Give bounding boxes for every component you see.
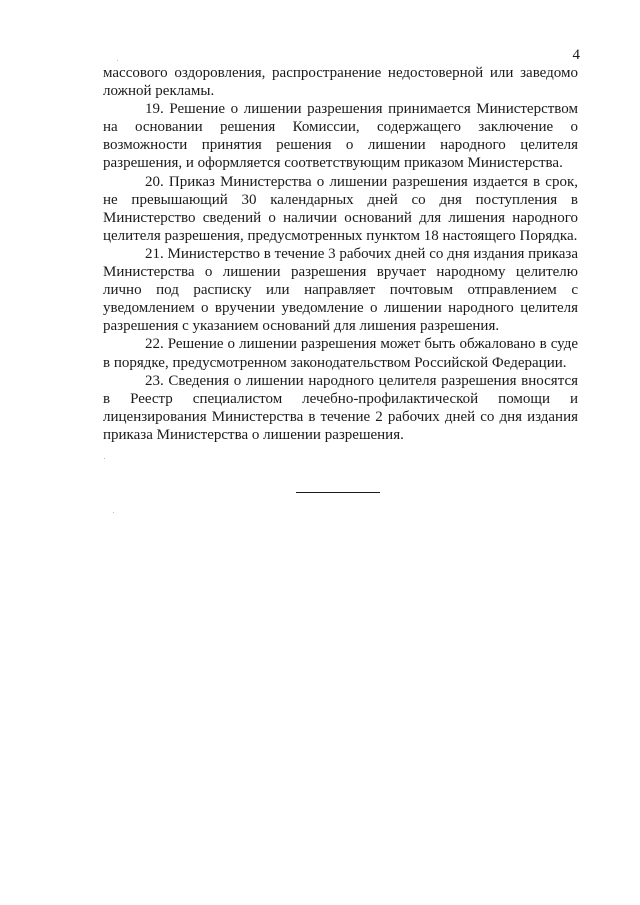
page-number: 4 <box>572 47 580 63</box>
paragraph-19: 19. Решение о лишении разрешения принимается Министерством на основании решения Комиссии, содержащего заключение о возможности принятия решения о лишении народного целителя разрешения, и оформляется соответствующим приказом Министерства. <box>103 101 578 172</box>
scan-speck <box>113 512 114 513</box>
scan-speck <box>117 60 118 61</box>
paragraph-20: 20. Приказ Министерства о лишении разрешения издается в срок, не превышающий 30 календарных дней со дня поступления в Министерство сведений о наличии оснований для лишения народного целителя разрешения, предусмотренных пунктом 18 настоящего Порядка. <box>103 173 578 244</box>
paragraph-23: 23. Сведения о лишении народного целителя разрешения вносятся в Реестр специалистом лечебно-профилактической помощи и лицензирования Министерства в течение 2 рабочих дней со дня издания приказа Министерства о лишении разрешения. <box>103 372 578 443</box>
paragraph-continuation: массового оздоровления, распространение недостоверной или заведомо ложной рекламы. <box>103 65 578 100</box>
document-body <box>103 64 578 444</box>
end-of-document-rule <box>296 492 380 493</box>
paragraph-21: 21. Министерство в течение 3 рабочих дней со дня издания приказа Министерства о лишении разрешения вручает народному целителю лично под расписку или направляет почтовым отправлением с уведомлением о вручении уведомление о лишении народного целителя разрешения с указанием оснований для лишения разрешения. <box>103 245 578 335</box>
paragraph-22: 22. Решение о лишении разрешения может быть обжаловано в суде в порядке, предусмотренном законодательством Российской Федерации. <box>103 336 578 371</box>
scan-speck <box>104 458 105 459</box>
